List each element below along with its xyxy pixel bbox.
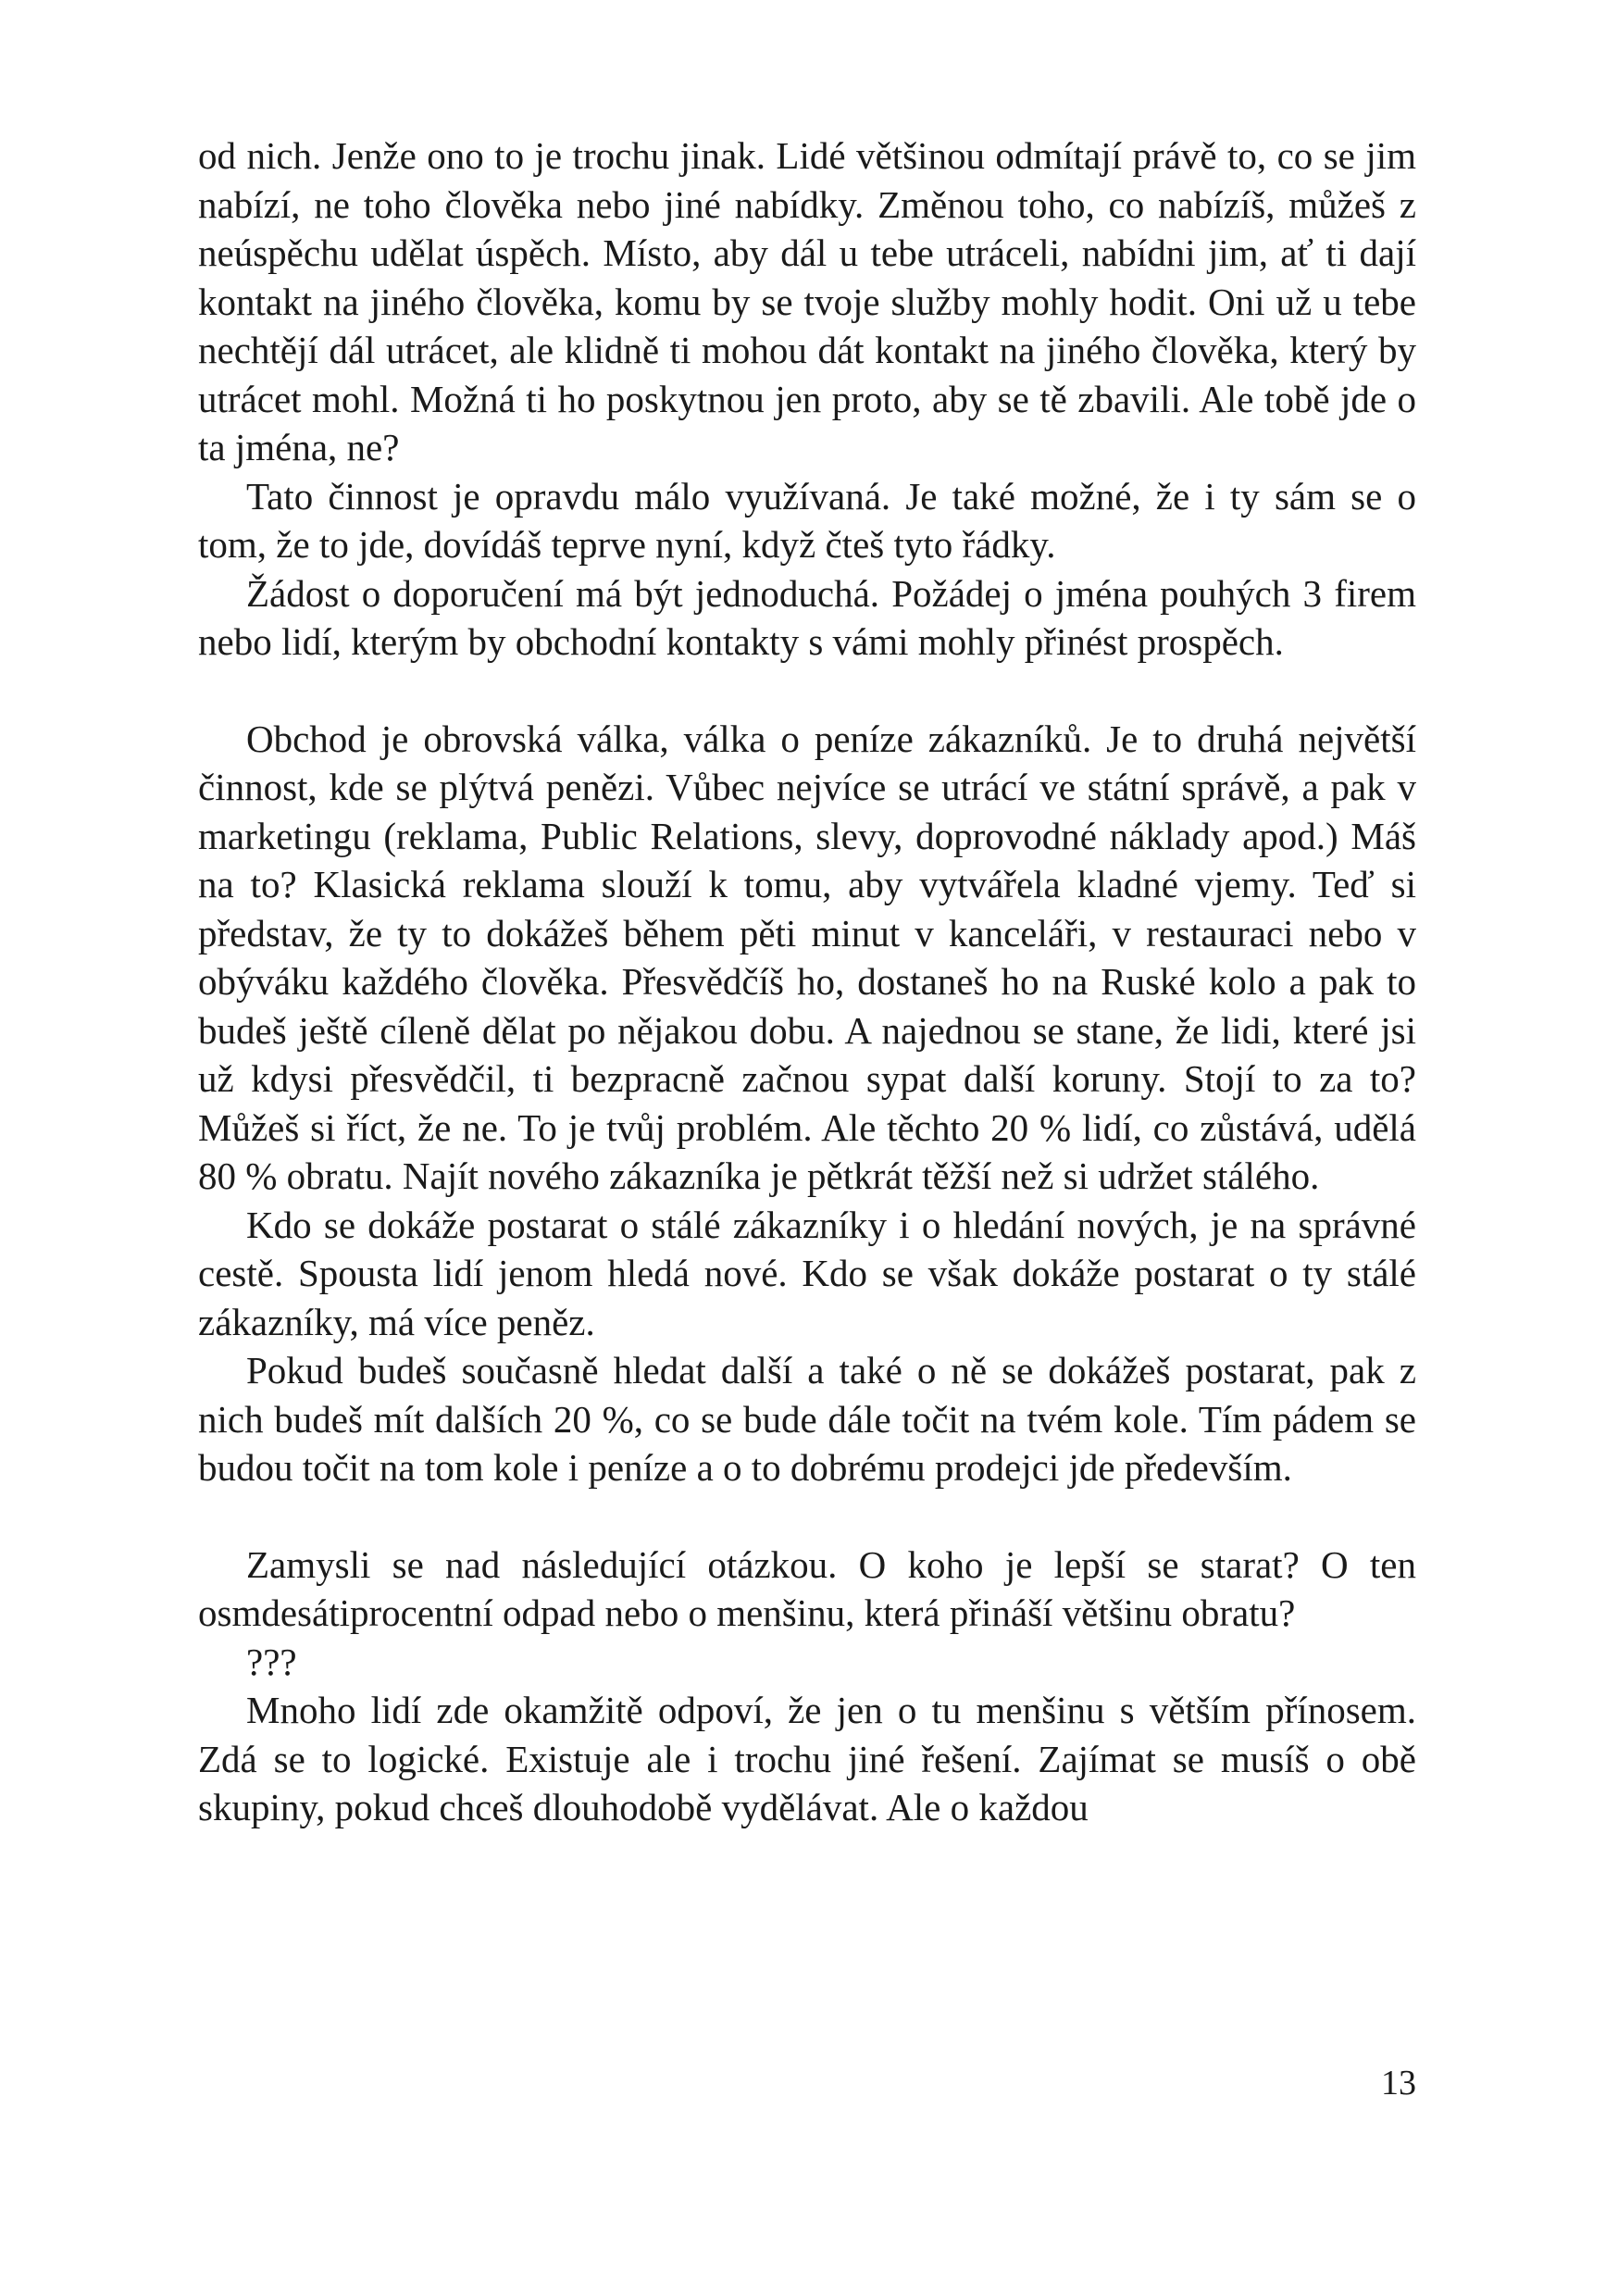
section-gap bbox=[198, 667, 1416, 715]
paragraph: ??? bbox=[246, 1640, 297, 1683]
page-body bbox=[198, 131, 1416, 1832]
page-number: 13 bbox=[1381, 2064, 1416, 2103]
paragraph: Tato činnost je opravdu málo využívaná. Je také možné, že i ty sám se o tom, že to jde, dovídáš teprve nyní, když čteš tyto řádky. bbox=[198, 474, 1416, 566]
paragraph: Mnoho lidí zde okamžitě odpoví, že jen o tu menšinu s větším přínosem. Zdá se to logické. Existuje ale i trochu jiné řešení. Zajímat se musíš o obě skupiny, pokud chceš dlouhodobě vydělávat. Ale o každou bbox=[198, 1689, 1416, 1828]
paragraph: Zamysli se nad následující otázkou. O koho je lepší se starat? O ten osmdesátiprocentní odpad nebo o menšinu, která přináší většinu obratu? bbox=[198, 1542, 1416, 1634]
paragraph: Obchod je obrovská válka, válka o peníze zákazníků. Je to druhá největší činnost, kde se plýtvá penězi. Vůbec nejvíce se utrácí ve státní správě, a pak v marketingu (reklama, Public Relations, slevy, doprovodné náklady apod.) Máš na to? Klasická reklama slouží k tomu, aby vytvářela kladné vjemy. Teď si představ, že ty to dokážeš během pěti minut v kanceláři, v restauraci nebo v obýváku každého člověka. Přesvědčíš ho, dostaneš ho na Ruské kolo a pak to budeš ještě cíleně dělat po nějakou dobu. A najednou se stane, že lidi, které jsi už kdysi přesvědčil, ti bezpracně začnou sypat další koruny. Stojí to za to? Můžeš si říct, že ne. To je tvůj problém. Ale těchto 20 % lidí, co zůstává, udělá 80 % obratu. Najít nového zákazníka je pětkrát těžší než si udržet stálého. bbox=[198, 717, 1416, 1197]
paragraph: Žádost o doporučení má být jednoduchá. Požádej o jména pouhých 3 firem nebo lidí, kterým by obchodní kontakty s vámi mohly přinést prospěch. bbox=[198, 571, 1416, 663]
paragraph: od nich. Jenže ono to je trochu jinak. Lidé většinou odmítají právě to, co se jim nabízí, ne toho člověka nebo jiné nabídky. Změnou toho, co nabízíš, můžeš z neúspěchu udělat úspěch. Místo, aby dál u tebe utráceli, nabídni jim, ať ti dají kontakt na jiného člověka, komu by se tvoje služby mohly hodit. Oni už u tebe nechtějí dál utrácet, ale klidně ti mohou dát kontakt na jiného člověka, který by utrácet mohl. Možná ti ho poskytnou jen proto, aby se tě zbavili. Ale tobě jde o ta jména, ne? bbox=[198, 134, 1416, 468]
section-gap bbox=[198, 1492, 1416, 1541]
paragraph: Pokud budeš současně hledat další a také o ně se dokážeš postarat, pak z nich budeš mít dalších 20 %, co se bude dále točit na tvém kole. Tím pádem se budou točit na tom kole i peníze a o to dobrému prodejci jde především. bbox=[198, 1349, 1416, 1489]
paragraph: Kdo se dokáže postarat o stálé zákazníky i o hledání nových, je na správné cestě. Spousta lidí jenom hledá nové. Kdo se však dokáže postarat o ty stálé zákazníky, má více peněz. bbox=[198, 1203, 1416, 1343]
